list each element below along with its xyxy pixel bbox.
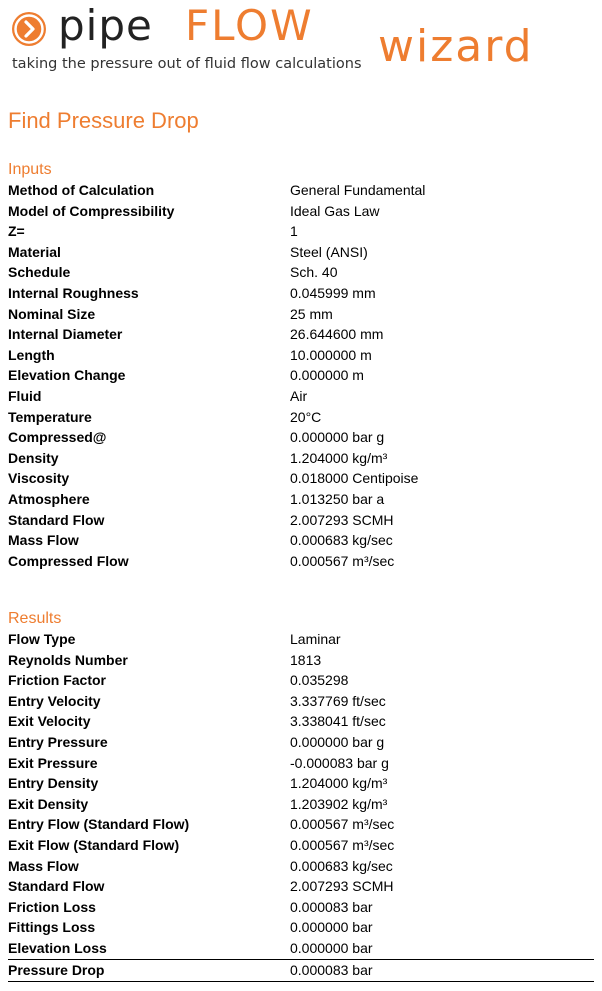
row-value: 0.000000 bar xyxy=(290,919,373,936)
table-row xyxy=(8,427,594,448)
row-value: 0.000000 bar g xyxy=(290,733,385,750)
table-row xyxy=(8,386,594,407)
table-row xyxy=(8,468,594,489)
logo-brand-flow: FLOW xyxy=(185,1,314,50)
row-value: 1.204000 kg/m³ xyxy=(290,775,388,792)
results-section xyxy=(8,609,594,982)
table-row xyxy=(8,262,594,283)
inputs-section xyxy=(8,160,594,571)
row-value: 0.000683 kg/sec xyxy=(290,857,393,874)
table-row xyxy=(8,221,594,242)
row-value: 1.204000 kg/m³ xyxy=(290,449,388,466)
row-label: Internal Diameter xyxy=(8,326,123,343)
row-label: Nominal Size xyxy=(8,305,96,322)
row-value: 26.644600 mm xyxy=(290,326,384,343)
row-label: Flow Type xyxy=(8,631,76,647)
row-label: Entry Velocity xyxy=(8,692,101,709)
row-value: 1813 xyxy=(290,651,322,668)
table-row xyxy=(8,489,594,510)
row-label: Mass Flow xyxy=(8,857,79,874)
row-label: Schedule xyxy=(8,264,71,281)
table-row xyxy=(8,876,594,897)
table-row xyxy=(8,794,594,815)
table-row xyxy=(8,407,594,428)
row-value: Steel (ANSI) xyxy=(290,243,368,260)
table-row xyxy=(8,650,594,671)
table-row xyxy=(8,530,594,551)
logo-brand-wizard: wizard xyxy=(378,21,534,72)
row-value: 20°C xyxy=(290,408,322,425)
row-value: 2.007293 SCMH xyxy=(290,511,394,528)
table-row xyxy=(8,365,594,386)
row-label: Internal Roughness xyxy=(8,284,139,301)
row-value: 1.013250 bar a xyxy=(290,490,385,507)
row-value: Ideal Gas Law xyxy=(290,202,380,219)
row-label: Standard Flow xyxy=(8,878,105,895)
table-row xyxy=(8,448,594,469)
row-value: 25 mm xyxy=(290,305,333,322)
row-value: 0.000083 bar xyxy=(290,898,373,915)
row-value: 2.007293 SCMH xyxy=(290,878,394,895)
row-value: 0.000567 m³/sec xyxy=(290,816,395,833)
table-row xyxy=(8,917,594,938)
row-label: Mass Flow xyxy=(8,532,79,549)
row-label: Atmosphere xyxy=(8,490,90,507)
row-value: Air xyxy=(290,387,308,404)
logo-brand-pipe: pipe xyxy=(58,1,153,50)
tagline: taking the pressure out of fluid flow calculations xyxy=(12,56,362,72)
row-value: 3.337769 ft/sec xyxy=(290,692,386,709)
inputs-section-title: Inputs xyxy=(8,161,52,178)
row-label: Exit Density xyxy=(8,795,89,812)
row-value: 10.000000 m xyxy=(290,346,372,363)
row-label: Elevation Change xyxy=(8,367,126,384)
table-row xyxy=(8,551,594,572)
row-label: Exit Flow (Standard Flow) xyxy=(8,836,180,853)
table-row xyxy=(8,629,594,650)
header xyxy=(0,0,602,96)
row-value: 1 xyxy=(290,223,298,240)
row-value: Sch. 40 xyxy=(290,264,338,281)
table-row xyxy=(8,510,594,531)
row-label: Fluid xyxy=(8,387,42,404)
row-label: Exit Pressure xyxy=(8,754,98,771)
row-value: 0.000000 bar xyxy=(290,939,373,956)
table-row xyxy=(8,753,594,774)
row-label: Material xyxy=(8,243,61,260)
row-label: Z= xyxy=(8,223,25,240)
row-label: Friction Loss xyxy=(8,898,96,915)
row-value: 0.000000 bar g xyxy=(290,429,385,446)
table-row xyxy=(8,773,594,794)
table-row xyxy=(8,345,594,366)
table-row xyxy=(8,814,594,835)
row-label: Entry Density xyxy=(8,775,99,792)
table-row xyxy=(8,691,594,712)
table-row xyxy=(8,897,594,918)
row-label: Model of Compressibility xyxy=(8,202,175,219)
row-label: Temperature xyxy=(8,408,92,425)
pressure-drop-row xyxy=(8,959,594,982)
table-row xyxy=(8,670,594,691)
table-row xyxy=(8,242,594,263)
row-value: 0.035298 xyxy=(290,672,349,689)
row-value: Laminar xyxy=(290,631,341,647)
row-value: -0.000083 bar g xyxy=(290,754,389,771)
table-row xyxy=(8,732,594,753)
row-value: 0.000567 m³/sec xyxy=(290,836,395,853)
row-label: Friction Factor xyxy=(8,672,107,689)
row-value: 3.338041 ft/sec xyxy=(290,713,386,730)
chevron-right-icon xyxy=(12,12,46,46)
table-row xyxy=(8,201,594,222)
row-label: Reynolds Number xyxy=(8,651,128,668)
table-row xyxy=(8,835,594,856)
row-label: Density xyxy=(8,449,59,466)
table-row xyxy=(8,711,594,732)
row-label: Method of Calculation xyxy=(8,182,155,198)
row-label: Entry Pressure xyxy=(8,733,108,750)
row-label: Standard Flow xyxy=(8,511,105,528)
row-label: Pressure Drop xyxy=(8,961,105,978)
row-value: 1.203902 kg/m³ xyxy=(290,795,388,812)
row-label: Viscosity xyxy=(8,470,70,487)
page-title: Find Pressure Drop xyxy=(8,108,199,133)
table-row xyxy=(8,304,594,325)
row-value: 0.000000 m xyxy=(290,367,364,384)
table-row xyxy=(8,324,594,345)
row-value: 0.000567 m³/sec xyxy=(290,552,395,569)
row-label: Fittings Loss xyxy=(8,919,96,936)
table-row xyxy=(8,856,594,877)
table-row xyxy=(8,180,594,201)
row-label: Length xyxy=(8,346,55,363)
row-label: Elevation Loss xyxy=(8,939,107,956)
row-value: 0.000683 kg/sec xyxy=(290,532,393,549)
row-label: Compressed@ xyxy=(8,429,107,446)
table-row xyxy=(8,283,594,304)
row-value: General Fundamental xyxy=(290,182,426,198)
table-row xyxy=(8,938,594,959)
row-label: Exit Velocity xyxy=(8,713,91,730)
row-value: 0.045999 mm xyxy=(290,284,376,301)
row-value: 0.018000 Centipoise xyxy=(290,470,419,487)
results-section-title: Results xyxy=(8,610,62,627)
row-label: Entry Flow (Standard Flow) xyxy=(8,816,190,833)
row-value: 0.000083 bar xyxy=(290,961,373,978)
row-label: Compressed Flow xyxy=(8,552,129,569)
